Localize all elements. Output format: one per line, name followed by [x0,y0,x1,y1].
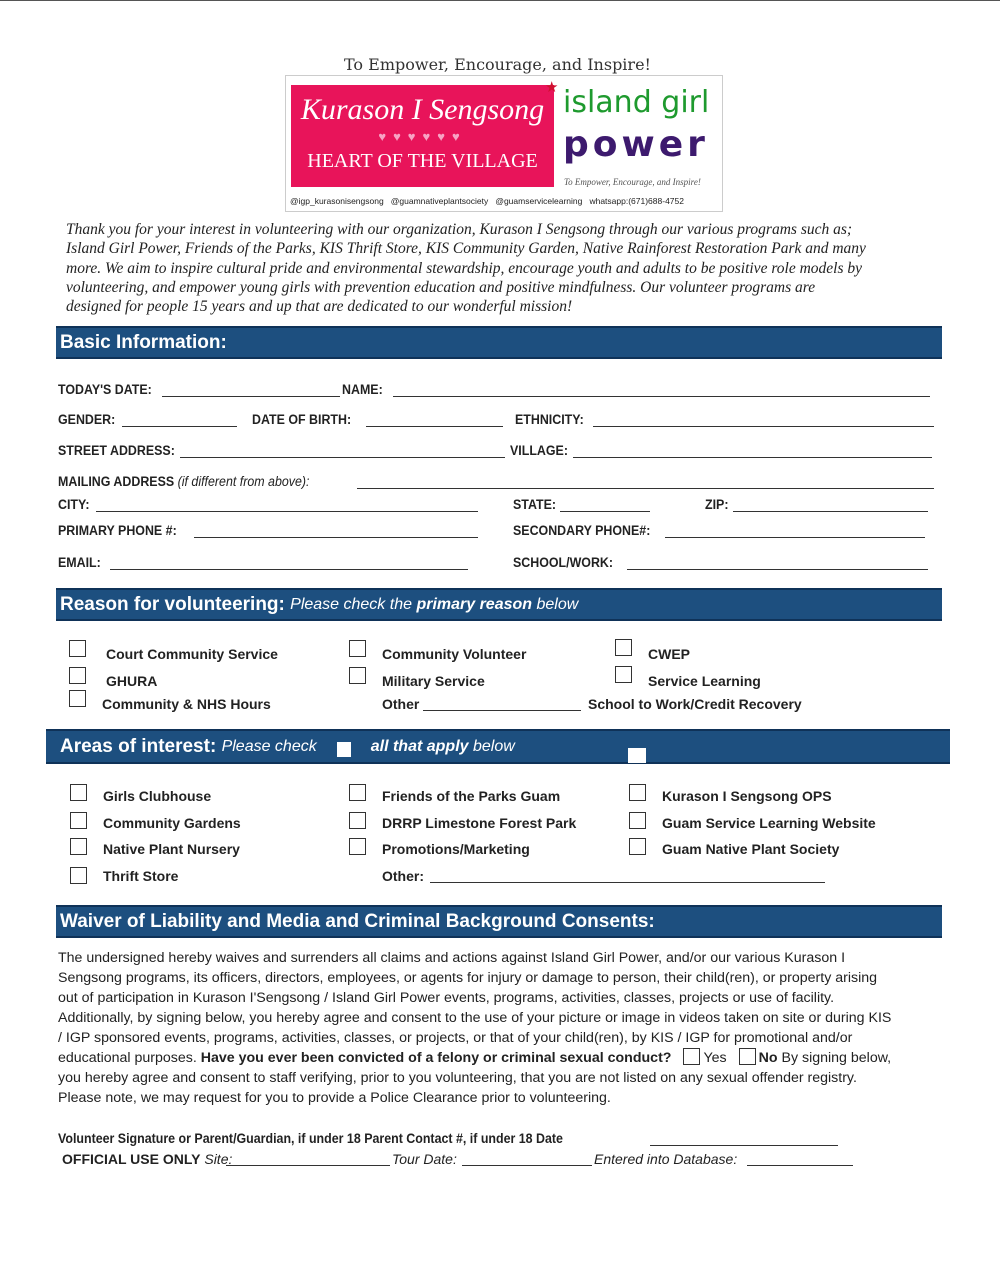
school-to-work-label: School to Work/Credit Recovery [588,696,802,712]
igp-tagline: To Empower, Encourage, and Inspire! [564,177,701,187]
waiver-header [56,905,942,938]
date-field[interactable] [650,1145,838,1146]
kis-subtitle: HEART OF THE VILLAGE [307,150,538,172]
areas-hint-bold: all that apply [370,737,469,755]
intro-line: designed for people 15 years and up that are dedicated to our wonderful mission! [66,298,573,316]
areas-hint-end: below [468,737,515,755]
intro-line: more. We aim to inspire cultural pride and environmental stewardship, encourage youth and adults to be positive role models by [66,259,863,277]
waiver-line: Please note, we may request for you to provide a Police Clearance prior to volunteering. [58,1090,611,1106]
tour-date-field[interactable] [462,1165,592,1166]
logo-tagline: To Empower, Encourage, and Inspire! [344,55,651,74]
option-label: Girls Clubhouse [103,788,212,804]
checkbox-military-service[interactable] [349,667,366,684]
yes-label: Yes [703,1050,727,1066]
option-label: CWEP [648,646,690,662]
checkbox-friends-of-parks[interactable] [349,784,366,801]
secondary-phone-field[interactable] [665,537,925,538]
checkbox-cwep[interactable] [615,639,632,656]
village-field[interactable] [573,457,932,458]
city-label: CITY: [58,497,90,512]
checkbox-ghura[interactable] [69,667,86,684]
checkbox-community-volunteer[interactable] [349,640,366,657]
checkbox-kis-ops[interactable] [629,784,646,801]
option-label: Thrift Store [103,868,179,884]
option-label: Military Service [382,673,485,689]
school-work-field[interactable] [627,569,928,570]
option-label: Community & NHS Hours [102,696,271,712]
areas-other-label: Other: [382,868,424,884]
todays-date-label: TODAY'S DATE: [58,382,152,397]
gender-label: GENDER: [58,412,116,427]
email-field[interactable] [110,569,468,570]
reason-hint-bold: primary reason [416,595,533,613]
checkbox-thrift-store[interactable] [70,867,87,884]
checkbox-community-nhs-hours[interactable] [69,690,86,707]
option-label: Kurason I Sengsong OPS [662,788,832,804]
option-label: Guam Service Learning Website [662,815,876,831]
primary-phone-field[interactable] [194,537,478,538]
email-label: EMAIL: [58,555,101,570]
intro-paragraph [66,220,866,316]
areas-hint: Please check [221,737,317,755]
waiver-line: Sengsong programs, its officers, directors, employees, or agents for injury or damage to person, their child(ren), or property arising [58,970,878,986]
street-field[interactable] [180,457,505,458]
waiver-text: educational purposes. [58,1050,201,1066]
option-label: Promotions/Marketing [382,841,530,857]
waiver-question-line [58,1048,891,1068]
checkbox-promotions-marketing[interactable] [349,838,366,855]
signature-label: Volunteer Signature or Parent/Guardian, if under 18 Parent Contact #, if under 18 Date [58,1131,563,1146]
kis-logo [291,85,554,187]
option-label: Native Plant Nursery [103,841,240,857]
waiver-title: Waiver of Liability and Media and Criminal Background Consents: [60,910,655,932]
option-label: Community Volunteer [382,646,527,662]
gender-field[interactable] [122,426,237,427]
header-checkbox[interactable] [628,748,646,763]
site-label: Site: [204,1151,233,1167]
reason-other-field[interactable] [423,710,581,711]
tour-date-label: Tour Date: [392,1151,457,1167]
official-use-row [62,1151,232,1167]
checkbox-yes[interactable] [683,1048,700,1065]
village-label: VILLAGE: [510,443,568,458]
checkbox-girls-clubhouse[interactable] [70,784,87,801]
option-label: DRRP Limestone Forest Park [382,815,577,831]
felony-question: Have you ever been convicted of a felony or criminal sexual conduct? [200,1050,672,1066]
igp-line1: island girl [563,85,710,120]
areas-header [46,729,950,764]
reason-hint: Please check the [290,595,417,613]
intro-line: Island Girl Power, Friends of the Parks, KIS Thrift Store, KIS Community Garden, Native Rainforest Restoration Park and many [66,240,866,258]
checkbox-drrp[interactable] [349,812,366,829]
areas-title: Areas of interest: [60,735,217,757]
mailing-label-text: MAILING ADDRESS [58,474,175,489]
kis-name: Kurason I Sengsong [300,93,545,126]
basic-info-header [56,326,942,359]
waiver-line: you hereby agree and consent to staff verifying, prior to you volunteering, that you are not listed on any sexual offender registry. [58,1070,857,1086]
checkbox-no[interactable] [739,1048,756,1065]
primary-phone-label: PRIMARY PHONE #: [58,523,177,538]
entered-field[interactable] [747,1165,853,1166]
secondary-phone-label: SECONDARY PHONE#: [513,523,651,538]
waiver-paragraph [58,948,891,1108]
street-label: STREET ADDRESS: [58,443,175,458]
dob-label: DATE OF BIRTH: [252,412,352,427]
state-label: STATE: [513,497,557,512]
option-label: GHURA [106,673,158,689]
hearts-icon: ♥♥♥♥♥♥ [378,129,467,144]
waiver-text: By signing below, [777,1050,892,1066]
ethnicity-label: ETHNICITY: [515,412,584,427]
state-field[interactable] [560,511,650,512]
option-label: Friends of the Parks Guam [382,788,561,804]
todays-date-field[interactable] [162,396,340,397]
site-field[interactable] [226,1165,390,1166]
areas-other-field[interactable] [430,882,825,883]
ethnicity-field[interactable] [593,426,934,427]
reason-title: Reason for volunteering: [60,593,285,615]
no-label: No [758,1050,778,1066]
option-label: Service Learning [648,673,761,689]
official-use-label: OFFICIAL USE ONLY [62,1151,201,1167]
checkbox-community-gardens[interactable] [70,812,87,829]
name-field[interactable] [393,396,930,397]
option-label: Community Gardens [103,815,241,831]
checkbox-court-community-service[interactable] [69,640,86,657]
name-label: NAME: [342,382,383,397]
logo-handles: @igp_kurasonisengsong @guamnativeplantsociety @guamservicelearning whatsapp:(671)688-4752 [290,196,684,206]
igp-line2: power [563,124,709,165]
reason-header [56,588,942,621]
zip-field[interactable] [733,511,928,512]
header-checkbox[interactable] [337,742,351,757]
star-icon: ★ [545,79,559,96]
zip-label: ZIP: [705,497,729,512]
mailing-label [58,474,309,489]
waiver-line: The undersigned hereby waives and surrenders all claims and actions against Island Girl Power, and/or our various Kurason I [58,950,846,966]
reason-hint-end: below [532,595,579,613]
waiver-line: out of participation in Kurason I'Sengsong / Island Girl Power events, programs, activities, classes, projects or use of facility. [58,990,835,1006]
option-label: Guam Native Plant Society [662,841,840,857]
checkbox-service-learning[interactable] [615,666,632,683]
top-border [0,0,1000,1]
mailing-field[interactable] [357,488,934,489]
option-label: Court Community Service [106,646,278,662]
basic-info-title: Basic Information: [60,331,227,353]
school-work-label: SCHOOL/WORK: [513,555,614,570]
waiver-line: Additionally, by signing below, you hereby agree and consent to the use of your picture or image in videos taken on site or during KIS [58,1010,892,1026]
reason-other-label: Other [382,696,420,712]
checkbox-native-plant-nursery[interactable] [70,838,87,855]
dob-field[interactable] [366,426,503,427]
checkbox-guam-native-plant-society[interactable] [629,838,646,855]
city-field[interactable] [96,511,478,512]
entered-label: Entered into Database: [594,1151,738,1167]
mailing-note: (if different from above): [177,474,310,489]
checkbox-guam-service-learning[interactable] [629,812,646,829]
intro-line: Thank you for your interest in volunteering with our organization, Kurason I Sengsong through our various programs such as; [66,221,853,238]
intro-line: volunteering, and empower young girls with prevention education and positive mindfulness. Our volunteer programs are [66,278,816,296]
waiver-line: / IGP sponsored events, programs, activities, classes, or projects, or that of your child(ren), by KIS / IGP for promotional and/or [58,1030,853,1046]
